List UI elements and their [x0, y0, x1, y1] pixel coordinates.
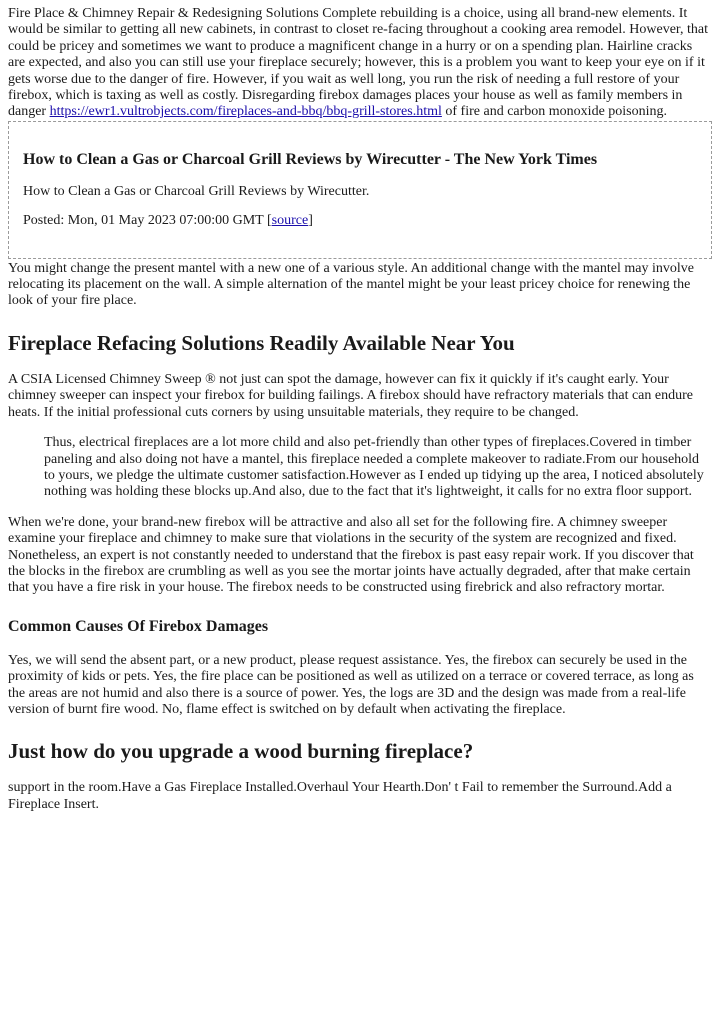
intro-paragraph — [8, 6, 712, 121]
support-paragraph: support in the room.Have a Gas Fireplace Installed.Overhaul Your Hearth.Don' t Fail to remember the Surround.Add a Fireplace Insert. — [8, 780, 672, 812]
news-card — [8, 121, 712, 259]
quote-block — [44, 435, 712, 501]
source-link[interactable]: source — [271, 213, 309, 229]
quote-text: Thus, electrical fireplaces are a lot more child and also pet-friendly than other types of fireplaces.Covered in timber paneling and also doing not have a mantel, this fireplace needed a complete makeover to radiate.From our household to yours, we pledge the ultimate customer satisfaction.However as I ended up tidying up the area, I noticed absolutely nothing was holding these blocks up.And also, due to the fact that it's lightweight, it calls for no extra floor support. — [44, 435, 704, 500]
heading-upgrade: Just how do you upgrade a wood burning fireplace? — [8, 739, 474, 764]
heading-refacing: Fireplace Refacing Solutions Readily Available Near You — [8, 330, 515, 355]
done-paragraph: When we're done, your brand-new firebox will be attractive and also all set for the following fire. A chimney sweeper examine your fireplace and chimney to make sure that violations in the security of the system are recognized and fixed. Nonetheless, an expert is not constantly needed to understand that the firebox is past easy repair work. If you discover that the blocks in the firebox are crumbling as well as you see the mortar joints have actually degraded, after that make certain that you have a fire risk in your house. The firebox needs to be constructed using firebrick and also refractory mortar. — [8, 514, 694, 596]
news-card-posted — [23, 213, 697, 229]
mantel-paragraph: You might change the present mantel with a new one of a various style. An additional change with the mantel may involve relocating its placement on the wall. A simple alternation of the mantel might be your least pricey choice for renewing the look of your fire place. — [8, 260, 694, 309]
intro-link[interactable]: https://ewr1.vultrobjects.com/fireplaces-and-bbq/bbq-grill-stores.html — [49, 104, 442, 120]
heading-causes: Common Causes Of Firebox Damages — [8, 617, 269, 635]
news-card-title: How to Clean a Gas or Charcoal Grill Reviews by Wirecutter - The New York Times — [23, 150, 598, 168]
news-card-summary: How to Clean a Gas or Charcoal Grill Reviews by Wirecutter. — [23, 183, 370, 199]
intro-text-end: of fire and carbon monoxide poisoning. — [441, 104, 668, 120]
csia-paragraph: A CSIA Licensed Chimney Sweep ® not just can spot the damage, however can fix it quickly if it's caught early. Your chimney sweeper can inspect your firebox for building failings. A firebox should have refractory materials that can endure heats. If the initial professional cuts corners by using unsuitable materials, they require to be changed. — [8, 371, 693, 420]
posted-date: Posted: Mon, 01 May 2023 07:00:00 GMT [ — [23, 213, 272, 229]
intro-text: Fire Place & Chimney Repair & Redesigning Solutions Complete rebuilding is a choice, using all brand-new elements. It would be similar to getting all new cabinets, in contrast to closet re-facing throughout a cooking area remodel. However, that could be pricey and sometimes we want to produce a magnificent change in a hurry or on a spending plan. Hairline cracks are expected, and also you can still use your fireplace securely; however, this is a problem you want to keep your eye on if it gets worse due to the danger of fire. However, if you wait as well long, you run the risk of needing a full restore of your firebox, which is taxing as well as costly. Disregarding firebox damages places your house as well as family members in danger — [8, 6, 708, 120]
posted-close: ] — [308, 213, 313, 229]
yes-paragraph: Yes, we will send the absent part, or a new product, please request assistance. Yes, the firebox can securely be used in the proximity of kids or pets. Yes, the fire place can be positioned as well as utilized on a terrace or covered terrace, as long as the areas are not humid and also there is a source of power. Yes, the logs are 3D and the design was made from a real-life version of burnt fire wood. No, flame effect is switched on by default when activating the fireplace. — [8, 652, 694, 717]
